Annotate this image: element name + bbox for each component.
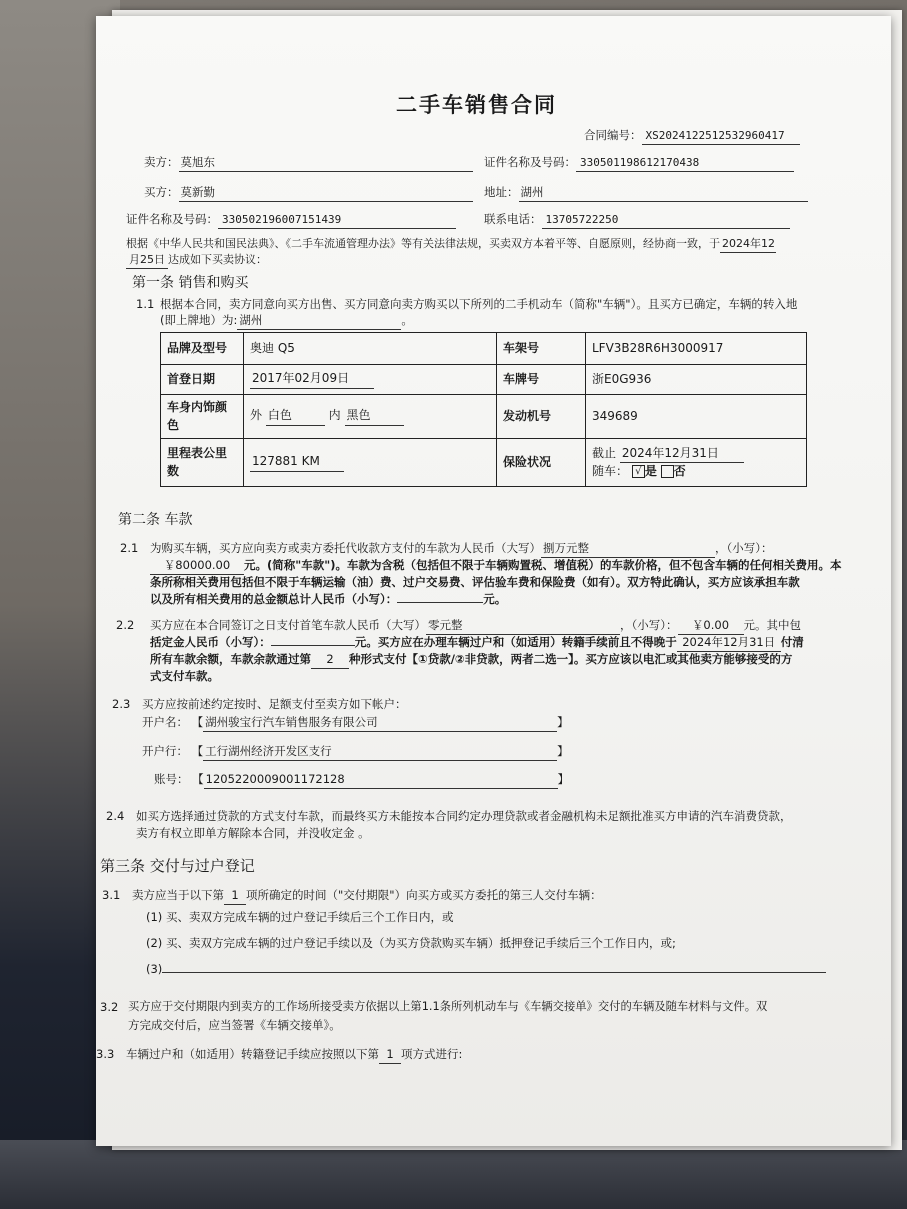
clause-1-1-text: 根据本合同，卖方同意向买方出售、买方同意向卖方购买以下所列的二手机动车（简称"车辆"）。且买方已确定，车辆的转入地 — [160, 297, 798, 311]
engine-value: 349689 — [586, 395, 807, 439]
clause-2-3-no: 2.3 — [112, 697, 131, 711]
article2-heading: 第二条 车款 — [118, 512, 193, 528]
insurance-until: 2024年12月31日 — [620, 445, 744, 463]
contract-page — [96, 16, 891, 1146]
clause-2-4-line2: 卖方有权立即单方解除本合同，并没收定金 。 — [136, 826, 370, 840]
vin-label: 车架号 — [497, 333, 586, 365]
table-row — [161, 333, 807, 365]
seller-name: 莫旭东 — [179, 154, 473, 172]
transfer-choice: 1 — [379, 1046, 401, 1064]
preamble-date: 2024年12 — [720, 236, 776, 253]
reg-date-label: 首登日期 — [161, 365, 244, 395]
contract-number-value: XS2024122512532960417 — [642, 128, 800, 145]
price-amount: ￥80000.00 — [150, 557, 244, 575]
delivery-choice: 1 — [224, 887, 246, 905]
table-row — [161, 365, 807, 395]
first-payment-amount: ￥0.00 — [678, 617, 744, 635]
clause-3-1-text: 卖方应当于以下第 1 项所确定的时间（"交付期限"）向买方或买方委托的第三人交付车辆： — [132, 887, 602, 905]
clause-2-2-line2: 括定金人民币（小写）： 元。买方应在办理车辆过户和（如适用）转籍手续前且不得晚于 2024年12月31日 付清 — [150, 634, 804, 652]
exterior-color: 白色 — [266, 407, 325, 425]
buyer-id: 330502196007151439 — [218, 212, 456, 229]
seller-row: 卖方： 莫旭东 — [144, 154, 473, 172]
first-payment-upper: 零元整 — [426, 617, 620, 635]
clause-3-2-no: 3.2 — [100, 1000, 119, 1014]
clause-2-2-line3: 所有车款余额，车款余款通过第 2 种形式支付【①贷款/②非贷款，两者二选一】。买方应该以电汇或其他卖方能够接受的方 — [150, 651, 792, 669]
clause-1-1-text2: (即上牌地）为: 湖州 。 — [160, 312, 413, 330]
deposit-amount — [271, 645, 355, 646]
clause-3-2-line1: 买方应于交付期限内到卖方的工作场所接受卖方依据以上第1.1条所列机动车与《车辆交接单》交付的车辆及随车材料与文件。双 — [128, 1000, 768, 1013]
buyer-name: 莫新勤 — [179, 184, 473, 202]
transfer-place: 湖州 — [237, 312, 401, 330]
address-value: 湖州 — [519, 184, 808, 202]
interior-color: 黑色 — [345, 407, 404, 425]
desk-floor — [0, 1140, 907, 1209]
account-name: 湖州骏宝行汽车销售服务有限公司 — [203, 714, 557, 732]
account-no-row: 账号： 【 1205220009001172128 】 — [154, 771, 569, 789]
engine-label: 发动机号 — [497, 395, 586, 439]
clause-3-1-no: 3.1 — [102, 888, 121, 902]
article1-heading: 第一条 销售和购买 — [132, 275, 249, 291]
brand-label: 品牌及型号 — [161, 333, 244, 365]
reg-date-cell — [244, 365, 497, 395]
insurance-label: 保险状况 — [497, 439, 586, 487]
clause-3-1-option3: (3) — [146, 961, 826, 978]
clause-3-1-option2: (2) 买、卖双方完成车辆的过户登记手续以及（为买方贷款购买车辆）抵押登记手续后三个工作日内，或; — [146, 936, 676, 950]
no-checkbox[interactable] — [661, 465, 674, 478]
vehicle-info-table — [160, 332, 807, 487]
clause-2-4-line1: 如买方选择通过贷款的方式支付车款，而最终买方未能按本合同约定办理贷款或者金融机构未足额批准买方申请的汽车消费贷款， — [136, 809, 792, 823]
brand-value: 奥迪 Q5 — [244, 333, 497, 365]
buyer-id-row: 证件名称及号码： 330502196007151439 — [126, 211, 456, 229]
clause-2-1-line2: ￥80000.00 元。(简称"车款")。车款为含税（包括但不限于车辆购置税、增值税）的车款价格，但不包含车辆的任何相关费用。本 — [150, 557, 842, 575]
page-title: 二手车销售合同 — [396, 93, 557, 117]
plate-label: 车牌号 — [497, 365, 586, 395]
article3-heading: 第三条 交付与过户登记 — [100, 857, 255, 875]
seller-id: 330501198612170438 — [576, 155, 794, 172]
table-row — [161, 395, 807, 439]
color-cell: 外 白色 内 黑色 — [244, 395, 497, 439]
color-label: 车身内饰颜色 — [161, 395, 244, 439]
bank-name: 工行湖州经济开发区支行 — [203, 743, 557, 761]
clause-3-1-option1: (1) 买、卖双方完成车辆的过户登记手续后三个工作日内，或 — [146, 910, 454, 924]
preamble-line1: 根据《中华人民共和国民法典》、《二手车流通管理办法》等有关法律法规，买卖双方本着平等、自愿原则，经协商一致，于 2024年12 — [126, 236, 776, 253]
bank-row: 开户行： 【 工行湖州经济开发区支行 】 — [142, 743, 569, 761]
vin-value: LFV3B28R6H3000917 — [586, 333, 807, 365]
mileage-label: 里程表公里数 — [161, 439, 244, 487]
phone-row: 联系电话： 13705722250 — [484, 211, 790, 229]
yes-checkbox[interactable]: √ — [632, 465, 645, 478]
payment-deadline: 2024年12月31日 — [677, 634, 781, 652]
account-number: 1205220009001172128 — [204, 771, 558, 789]
option3-blank — [162, 972, 826, 973]
contract-number: 合同编号： XS2024122512532960417 — [584, 127, 800, 145]
reg-date-value: 2017年02月09日 — [250, 370, 374, 388]
clause-3-3-no: 3.3 — [96, 1047, 115, 1061]
clause-2-1-line3: 条所称相关费用包括但不限于车辆运输（油）费、过户交易费、评估验车费和保险费（如有）。双方特此确认，买方应该承担车款 — [150, 575, 800, 589]
clause-2-3-text: 买方应按前述约定按时、足额支付至卖方如下帐户： — [142, 697, 407, 711]
insurance-cell: 截止 2024年12月31日 随车： √ 是 否 — [586, 439, 807, 487]
payment-method: 2 — [311, 651, 349, 669]
buyer-row: 买方： 莫新勤 — [144, 184, 473, 202]
account-name-row: 开户名： 【 湖州骏宝行汽车销售服务有限公司 】 — [142, 714, 569, 732]
preamble-line2: 月25日 达成如下买卖协议： — [126, 252, 267, 269]
table-row — [161, 439, 807, 487]
clause-1-1-no: 1.1 — [136, 297, 155, 311]
plate-value: 浙E0G936 — [586, 365, 807, 395]
mileage-cell — [244, 439, 497, 487]
clause-2-1-line4: 以及所有相关费用的总金额总计人民币（小写）： 元。 — [150, 592, 507, 606]
clause-3-2-line2: 方完成交付后，应当签署《车辆交接单》。 — [128, 1018, 341, 1032]
price-upper: 捌万元整 — [541, 540, 715, 558]
phone-value: 13705722250 — [542, 212, 790, 229]
clause-2-2-no: 2.2 — [116, 618, 135, 632]
clause-2-1-no: 2.1 — [120, 541, 139, 555]
clause-2-4-no: 2.4 — [106, 809, 125, 823]
clause-2-1-line1: 为购买车辆，买方应向卖方或卖方委托代收款方支付的车款为人民币（大写） 捌万元整 ，（小写）： — [150, 540, 773, 558]
clause-2-2-line1: 买方应在本合同签订之日支付首笔车款人民币（大写） 零元整 ，（小写）： ￥0.00 元。其中包 — [150, 617, 801, 635]
address-row: 地址： 湖州 — [484, 184, 808, 202]
clause-2-2-line4: 式支付车款。 — [150, 669, 219, 683]
clause-3-3-text: 车辆过户和（如适用）转籍登记手续应按照以下第 1 项方式进行: — [126, 1046, 462, 1064]
seller-id-row: 证件名称及号码： 330501198612170438 — [484, 154, 794, 172]
mileage-value: 127881 KM — [250, 453, 344, 471]
total-amount — [397, 602, 483, 603]
